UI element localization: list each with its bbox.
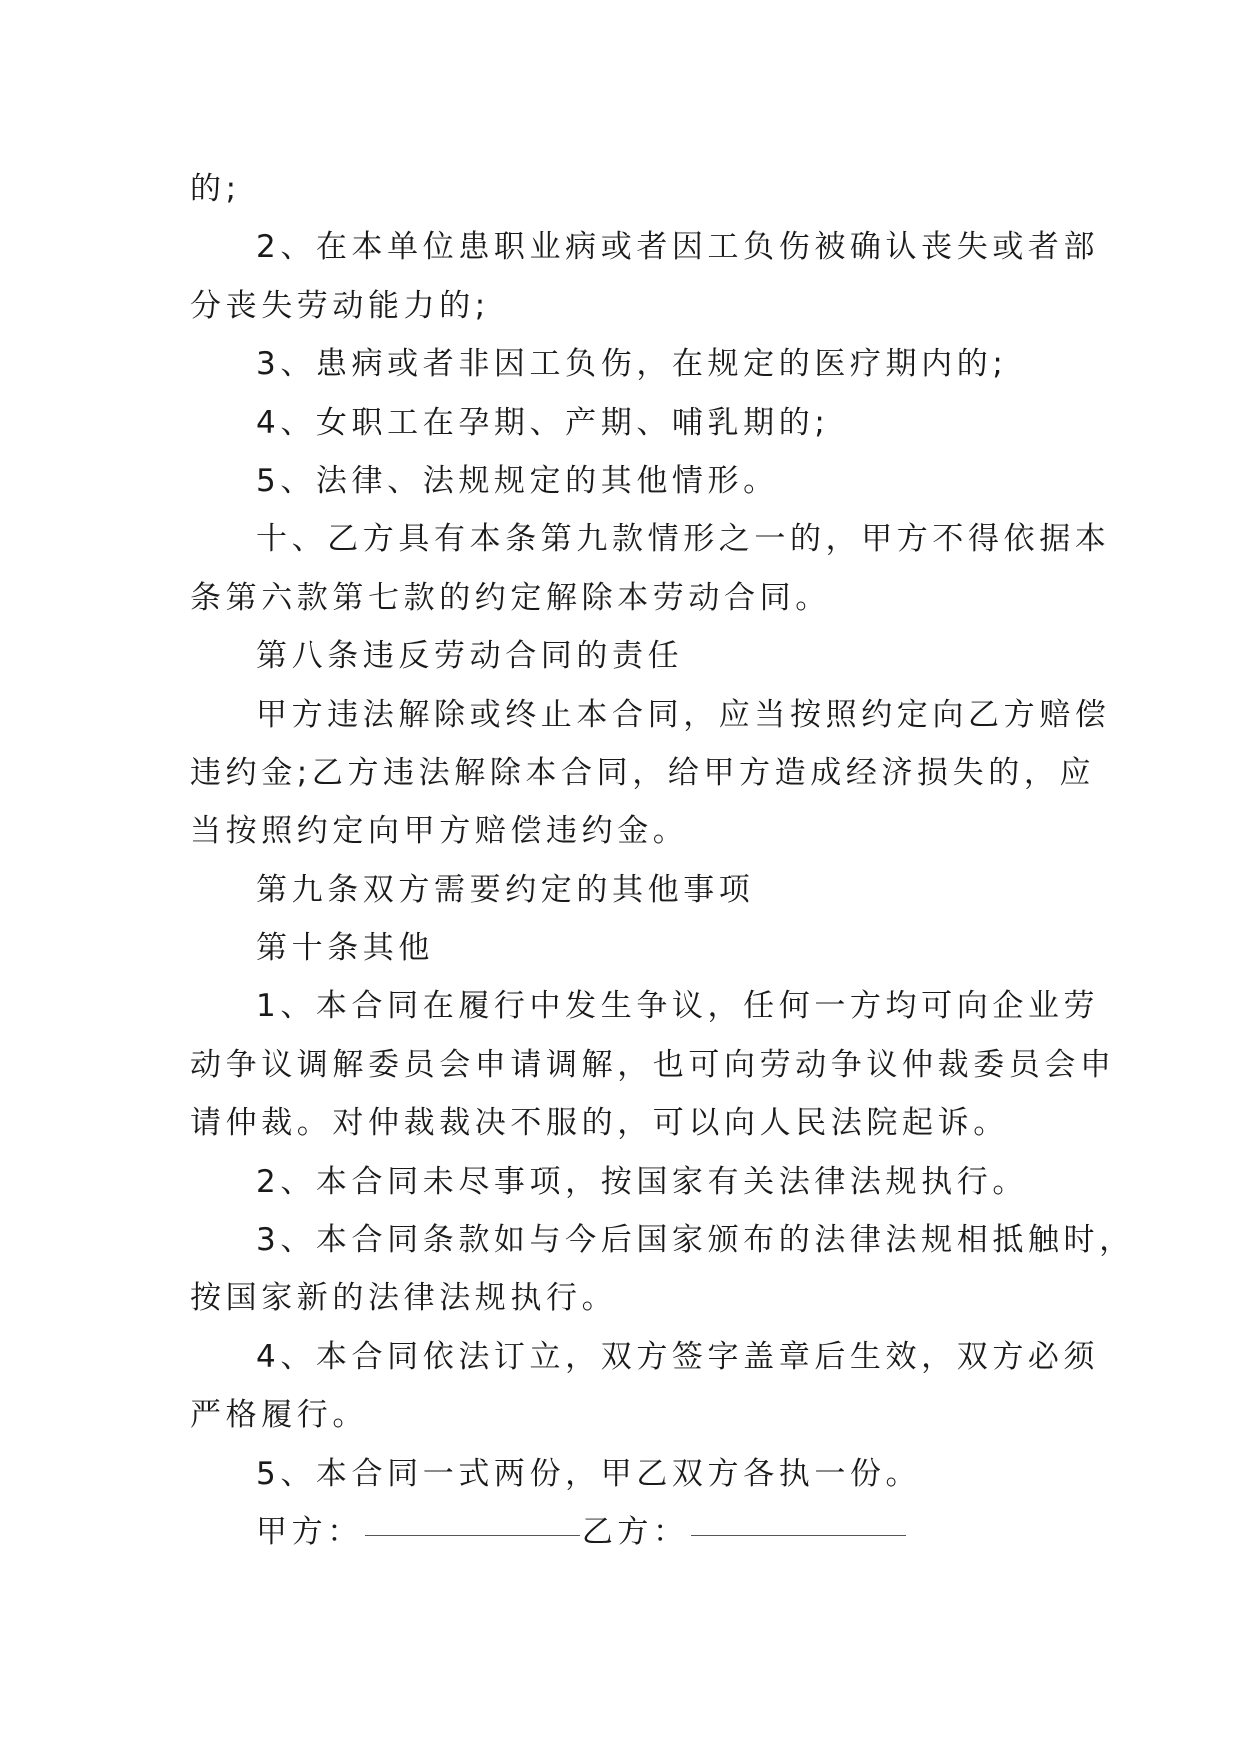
contract-body <box>190 160 1135 1561</box>
text-line: 4、本合同依法订立，双方签字盖章后生效，双方必须 <box>256 1338 1100 1375</box>
text-line: 第八条违反劳动合同的责任 <box>256 638 684 675</box>
text-line: 当按照约定向甲方赔偿违约金。 <box>190 813 689 850</box>
text-line: 条第六款第七款的约定解除本劳动合同。 <box>190 579 831 616</box>
text-line: 十、乙方具有本条第九款情形之一的，甲方不得依据本 <box>256 521 1111 558</box>
text-line: 动争议调解委员会申请调解，也可向劳动争议仲裁委员会申 <box>190 1046 1116 1083</box>
party-a-signature-blank <box>365 1513 580 1536</box>
text-line: 第十条其他 <box>256 930 434 967</box>
text-line: 按国家新的法律法规执行。 <box>190 1280 618 1317</box>
party-b-signature-blank <box>691 1513 906 1536</box>
text-line: 1、本合同在履行中发生争议，任何一方均可向企业劳 <box>256 988 1100 1025</box>
signature-row <box>190 1503 1050 1561</box>
text-line: 甲方违法解除或终止本合同，应当按照约定向乙方赔偿 <box>256 696 1111 733</box>
text-line: 5、法律、法规规定的其他情形。 <box>256 462 779 499</box>
party-a-label: 甲方： <box>256 1513 363 1550</box>
text-line: 严格履行。 <box>190 1397 368 1434</box>
text-line: 3、本合同条款如与今后国家颁布的法律法规相抵触时， <box>256 1222 1135 1259</box>
text-line: 3、患病或者非因工负伤，在规定的医疗期内的; <box>256 346 1008 383</box>
text-line: 4、女职工在孕期、产期、哺乳期的; <box>256 404 830 441</box>
text-line: 的; <box>190 171 241 207</box>
text-line: 2、本合同未尽事项，按国家有关法律法规执行。 <box>256 1163 1028 1200</box>
text-line: 违约金;乙方违法解除本合同，给甲方造成经济损失的，应 <box>190 754 1096 791</box>
text-line: 2、在本单位患职业病或者因工负伤被确认丧失或者部 <box>256 229 1100 266</box>
text-line: 第九条双方需要约定的其他事项 <box>256 871 755 908</box>
paragraph-lines <box>190 160 1135 1503</box>
text-line: 分丧失劳动能力的; <box>190 287 490 324</box>
party-b-label: 乙方： <box>581 1513 689 1550</box>
text-line: 请仲裁。对仲裁裁决不服的，可以向人民法院起诉。 <box>190 1105 1009 1142</box>
text-line: 5、本合同一式两份，甲乙双方各执一份。 <box>256 1455 922 1492</box>
